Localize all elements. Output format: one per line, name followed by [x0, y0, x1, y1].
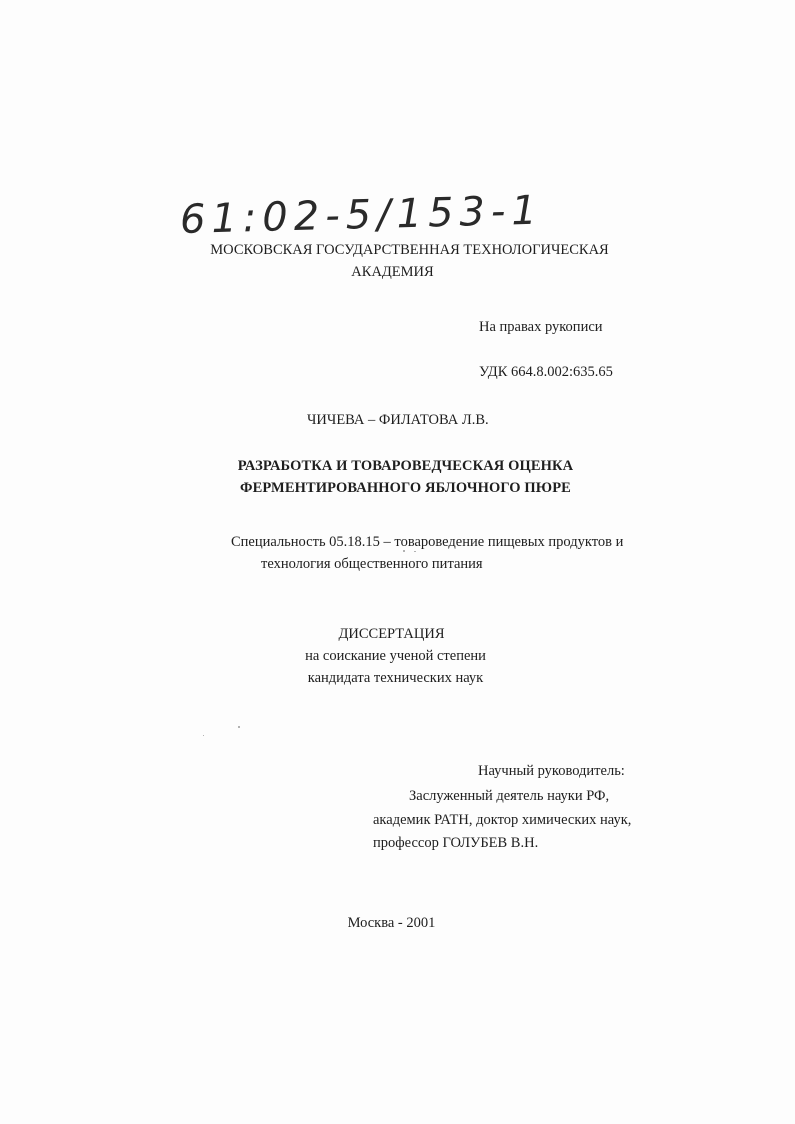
- institution-line-1: МОСКОВСКАЯ ГОСУДАРСТВЕННАЯ ТЕХНОЛОГИЧЕСКАЯ: [210, 242, 609, 258]
- udc-code: УДК 664.8.002:635.65: [479, 364, 613, 380]
- dissertation-label: ДИССЕРТАЦИЯ: [338, 626, 445, 642]
- supervisor-label: Научный руководитель:: [478, 763, 625, 779]
- scan-speck: [414, 551, 416, 552]
- title-line-2: ФЕРМЕНТИРОВАННОГО ЯБЛОЧНОГО ПЮРЕ: [240, 480, 571, 496]
- scan-speck: [403, 550, 405, 552]
- specialty-line-2: технология общественного питания: [261, 556, 483, 572]
- institution-line-2: АКАДЕМИЯ: [351, 264, 434, 280]
- title-line-1: РАЗРАБОТКА И ТОВАРОВЕДЧЕСКАЯ ОЦЕНКА: [237, 458, 574, 474]
- dissertation-line-1: на соискание ученой степени: [305, 648, 486, 664]
- scan-speck: [238, 726, 240, 728]
- handwritten-archive-code: 61:02-5/153-1: [179, 187, 544, 243]
- supervisor-line-3: профессор ГОЛУБЕВ В.Н.: [373, 835, 539, 851]
- dissertation-line-2: кандидата технических наук: [307, 670, 484, 686]
- scan-speck: [203, 735, 204, 736]
- rights-note: На правах рукописи: [479, 319, 603, 335]
- city-year: Москва - 2001: [347, 915, 436, 931]
- author-name: ЧИЧЕВА – ФИЛАТОВА Л.В.: [307, 412, 489, 428]
- supervisor-line-2: академик РАТН, доктор химических наук,: [373, 812, 632, 828]
- specialty-line-1: Специальность 05.18.15 – товароведение пищевых продуктов и: [231, 534, 624, 550]
- supervisor-line-1: Заслуженный деятель науки РФ,: [409, 788, 610, 804]
